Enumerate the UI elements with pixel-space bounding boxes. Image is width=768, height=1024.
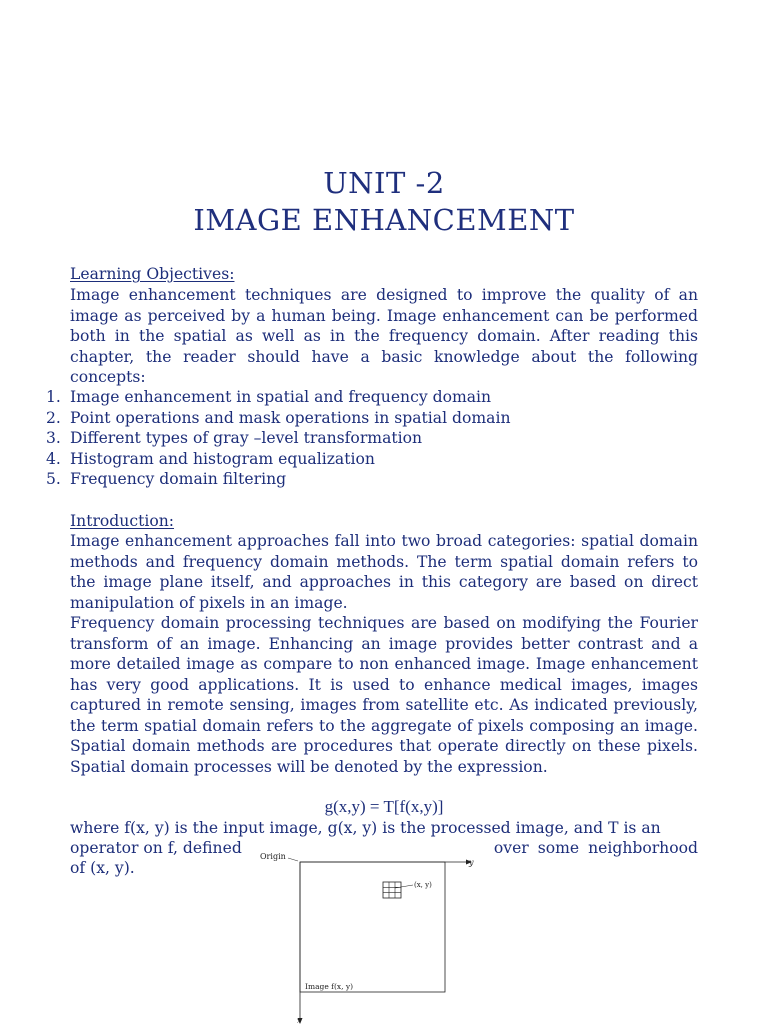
learning-objectives-heading: Learning Objectives: <box>70 265 235 283</box>
formula: g(x,y) = T[f(x,y)] <box>324 797 444 816</box>
operator-text-left: operator on f, defined <box>70 839 242 857</box>
point-label: (x, y) <box>414 881 432 889</box>
x-axis-label: x <box>297 1017 301 1024</box>
introduction-para-1: Image enhancement approaches fall into two broad categories: spatial domain methods and frequency domain methods. The term spatial domain refers to the image plane itself, and approaches in this category are based on direct manipulation of pixels in an image. <box>70 532 698 612</box>
image-label: Image f(x, y) <box>305 982 354 991</box>
origin-label: Origin <box>260 852 286 861</box>
y-axis-label: y <box>469 858 474 867</box>
chapter-title: IMAGE ENHANCEMENT <box>193 203 575 237</box>
unit-title: UNIT -2 <box>323 166 445 200</box>
operator-text-next: of (x, y). <box>70 859 135 877</box>
introduction-para-3: where f(x, y) is the input image, g(x, y) is the processed image, and T is an <box>70 819 661 837</box>
learning-objectives-intro: Image enhancement techniques are designed to improve the quality of an image as perceived by a human being. Image enhancement can be performed both in the spatial as well as in the frequency domain. After reading this chapter, the reader should have a basic knowledge about the following concepts: <box>70 286 698 386</box>
list-item: 2. Point operations and mask operations in spatial domain <box>46 408 511 427</box>
objectives-list <box>46 387 698 490</box>
introduction-para-2: Frequency domain processing techniques are based on modifying the Fourier transform of an image. Enhancing an image provides better contrast and a more detailed image as compare to non enhanced image. Image enhancement has very good applications. It is used to enhance medical images, images captured in remote sensing, images from satellite etc. As indicated previously, the term spatial domain refers to the aggregate of pixels composing an image. Spatial domain methods are procedures that operate directly on these pixels. Spatial domain processes will be denoted by the expression. <box>70 614 698 776</box>
introduction-heading: Introduction: <box>70 512 175 530</box>
spatial-neighborhood-figure <box>250 842 490 1024</box>
list-item: 1. Image enhancement in spatial and frequency domain <box>46 388 492 406</box>
list-item: 3. Different types of gray –level transformation <box>46 429 423 447</box>
list-item: 5. Frequency domain filtering <box>46 470 287 488</box>
list-item: 4. Histogram and histogram equalization <box>46 449 375 468</box>
neighborhood-grid <box>383 882 401 898</box>
operator-text-right: over some neighborhood <box>493 839 698 857</box>
